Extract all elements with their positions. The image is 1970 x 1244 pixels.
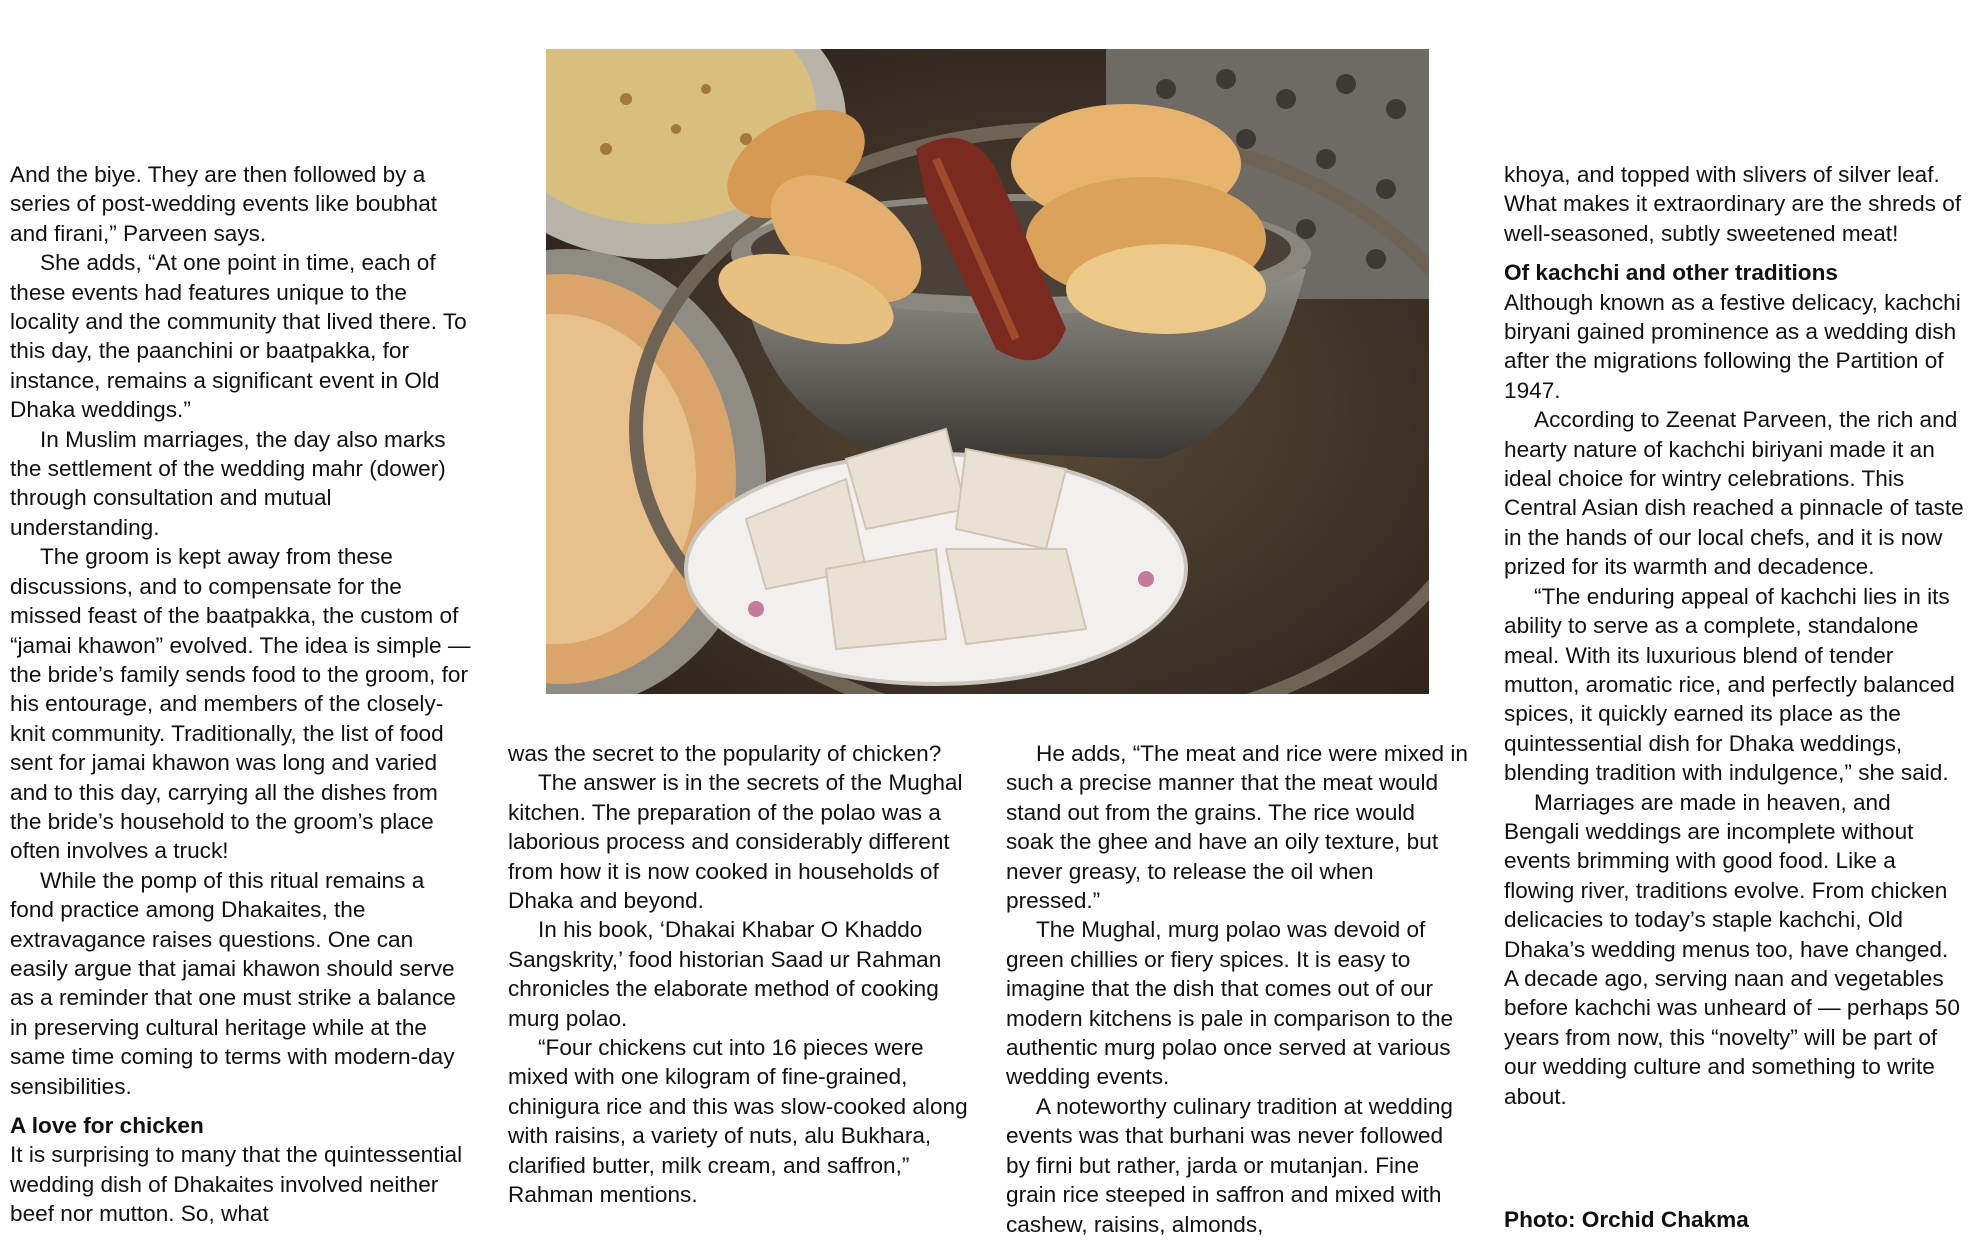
paragraph: And the biye. They are then followed by a series of post-wedding events like boubhat and firani,” Parveen says.	[10, 162, 438, 246]
paragraph: “The enduring appeal of kachchi lies in its ability to serve as a complete, standalone meal. With its luxurious blend of tender mutton, aromatic rice, and perfectly balanced spices, it quickly earned its place as the quintessential dish for Dhaka weddings, blending tradition with indulgence,” she said.	[1504, 583, 1955, 786]
paragraph: The groom is kept away from these discussions, and to compensate for the missed feast of the baatpakka, the custom of “jamai khawon” evolved. The idea is simple — the bride’s family sends food to the groom, for his entourage, and members of the closely-knit community. Traditionally, the list of food sent for jamai khawon was long and varied and to this day, carrying all the dishes from the bride’s household to the groom’s place often involves a truck!	[10, 544, 471, 864]
paragraph: was the secret to the popularity of chicken?	[508, 741, 942, 766]
section-heading-kachchi: Of kachchi and other traditions	[1504, 260, 1838, 286]
paragraph: A noteworthy culinary tradition at wedding events was that burhani was never followed by firni but rather, jarda or mutanjan. Fine grain rice steeped in saffron and mixed with cashew, raisins, almonds,	[1006, 1093, 1453, 1237]
article-column-3	[1006, 739, 1468, 1239]
paragraph: While the pomp of this ritual remains a fond practice among Dhakaites, the extravagance raises questions. One can easily argue that jamai khawon should serve as a reminder that one must strike a balance in preserving cultural heritage while at the same time coming to terms with modern-day sensibilities.	[10, 867, 456, 1099]
paragraph: “Four chickens cut into 16 pieces were mixed with one kilogram of fine-grained, chinigura rice and this was slow-cooked along with raisins, a variety of nuts, alu Bukhara, clarified butter, milk cream, and saffron,” Rahman mentions.	[508, 1035, 968, 1208]
paragraph: According to Zeenat Parveen, the rich and hearty nature of kachchi biriyani made it an ideal choice for wintry celebrations. This Central Asian dish reached a pinnacle of taste in the hands of our local chefs, and it is now prized for its warmth and decadence.	[1504, 407, 1964, 580]
paragraph: Although known as a festive delicacy, kachchi biryani gained prominence as a wedding dish after the migrations following the Partition of 1947.	[1504, 289, 1961, 403]
paragraph: The answer is in the secrets of the Mughal kitchen. The preparation of the polao was a laborious process and considerably different from how it is now cooked in households of Dhaka and beyond.	[508, 770, 963, 914]
photo-credit: Photo: Orchid Chakma	[1504, 1207, 1749, 1232]
article-column-4	[1504, 160, 1966, 1111]
paragraph: He adds, “The meat and rice were mixed in such a precise manner that the meat would stand out from the grains. The rice would soak the ghee and have an oily texture, but never greasy, to release the oil when pressed.”	[1006, 741, 1468, 914]
food-photo	[546, 49, 1429, 694]
paragraph: In his book, ‘Dhakai Khabar O Khaddo Sangskrity,’ food historian Saad ur Rahman chronicles the elaborate method of cooking murg polao.	[508, 917, 942, 1031]
paragraph: The Mughal, murg polao was devoid of green chillies or fiery spices. It is easy to imagine that the dish that comes out of our modern kitchens is pale in comparison to the authentic murg polao once served at various wedding events.	[1006, 917, 1454, 1090]
article-column-2	[508, 739, 970, 1210]
paragraph: She adds, “At one point in time, each of these events had features unique to the locality and the community that lived there. To this day, the paanchini or baatpakka, for instance, remains a significant event in Old Dhaka weddings.”	[10, 250, 467, 423]
section-heading-chicken: A love for chicken	[10, 1113, 204, 1138]
article-column-1	[10, 160, 472, 1229]
paragraph: Marriages are made in heaven, and Bengali weddings are incomplete without events brimming with good food. Like a flowing river, traditions evolve. From chicken delicacies to today’s staple kachchi, Old Dhaka’s wedding menus too, have changed. A decade ago, serving naan and vegetables before kachchi was unheard of — perhaps 50 years from now, this “novelty” will be part of our wedding culture and something to write about.	[1504, 789, 1960, 1109]
paragraph: It is surprising to many that the quintessential wedding dish of Dhakaites involved neither beef nor mutton. So, what	[10, 1142, 463, 1227]
paragraph: In Muslim marriages, the day also marks the settlement of the wedding mahr (dower) through consultation and mutual understanding.	[10, 426, 446, 540]
paragraph: khoya, and topped with slivers of silver leaf. What makes it extraordinary are the shreds of well-seasoned, subtly sweetened meat!	[1504, 162, 1962, 246]
